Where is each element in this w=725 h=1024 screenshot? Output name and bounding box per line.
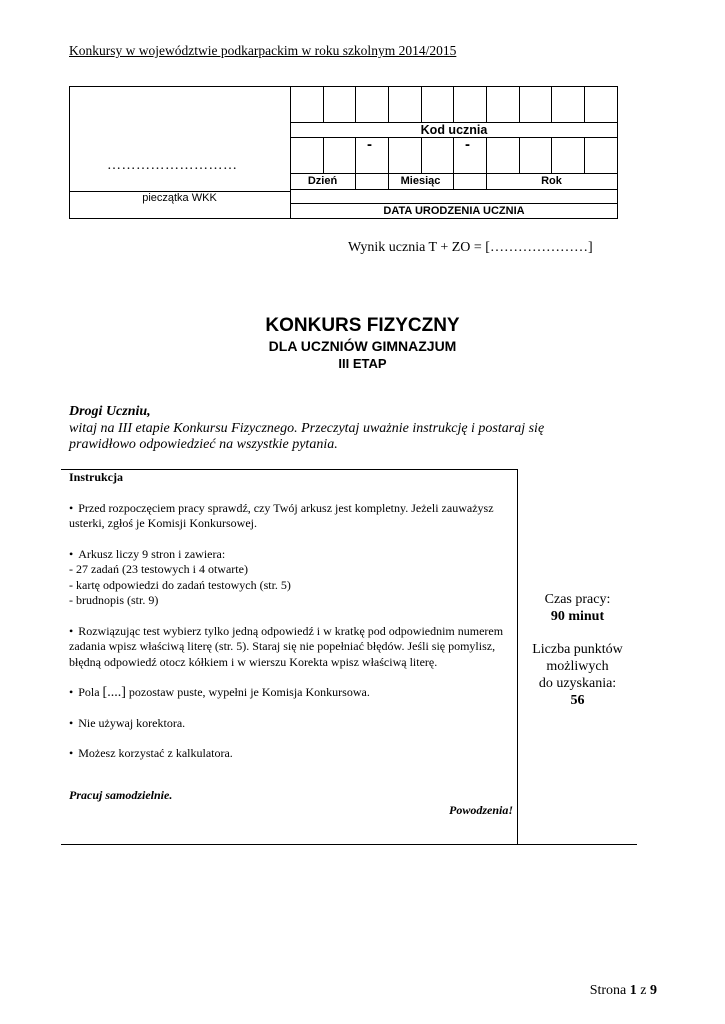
date-dash-2: -: [465, 136, 470, 153]
greeting-line-2: prawidłowo odpowiedzieć na wszystkie pytania.: [69, 437, 338, 452]
contest-title: KONKURS FIZYCZNY: [265, 315, 460, 336]
instruction-item-6: • Możesz korzystać z kalkulatora.: [69, 746, 513, 762]
exam-info-panel: [518, 591, 637, 709]
work-alone-note: Pracuj samodzielnie.: [69, 787, 173, 802]
instructions-heading: Instrukcja: [69, 470, 124, 484]
student-result-line: Wynik ucznia T + ZO = […………………]: [348, 240, 593, 255]
month-label: Miesiąc: [400, 175, 441, 187]
page-footer: Strona 1 z 9: [589, 983, 657, 998]
points-line-1: Liczba punktów: [532, 642, 623, 657]
instruction-item-3: • Rozwiązując test wybierz tylko jedną odpowiedź i w kratkę pod odpowiednim numerem zadania wpisz właściwą literę (str. 5). Staraj się nie popełniać błędów. Jeśli się pomylisz, błędną odpowiedź otocz kółkiem i w wierszu Korekta wpisz właściwą literę.: [69, 624, 513, 671]
good-luck-note: Powodzenia!: [448, 803, 513, 817]
total-pages: 9: [650, 983, 657, 998]
greeting-block: [69, 404, 589, 454]
greeting-line-1: witaj na III etapie Konkursu Fizycznego. Przeczytaj uważnie instrukcję i postaraj się: [69, 420, 545, 436]
instruction-item-2-sub-1: - 27 zadań (23 testowych i 4 otwarte): [69, 562, 248, 576]
instruction-item-5: • Nie używaj korektora.: [69, 716, 513, 732]
contest-subtitle: DLA UCZNIÓW GIMNAZJUM: [268, 338, 457, 354]
birth-date-label: DATA URODZENIA UCZNIA: [383, 205, 525, 217]
instruction-item-2: • Arkusz liczy 9 stron i zawiera:: [69, 547, 513, 563]
current-page: 1: [629, 983, 637, 998]
greeting-heading: Drogi Uczniu,: [69, 404, 151, 419]
instructions-bottom-rule: [61, 844, 637, 845]
instructions-panel: [69, 470, 513, 819]
student-code-label: Kod ucznia: [420, 123, 488, 137]
instruction-item-4: • Pola [....] pozostaw puste, wypełni je Komisja Konkursowa.: [69, 685, 513, 701]
time-label: Czas pracy:: [544, 592, 611, 607]
day-label: Dzień: [307, 175, 338, 187]
contest-header: Konkursy w województwie podkarpackim w roku szkolnym 2014/2015: [69, 43, 457, 58]
points-line-3: do uzyskania:: [538, 676, 617, 691]
date-dash-1: -: [367, 136, 372, 153]
stamp-label: pieczątka WKK: [142, 192, 217, 204]
instruction-item-2-sub-3: - brudnopis (str. 9): [69, 593, 159, 607]
contest-stage: III ETAP: [338, 356, 387, 371]
time-value: 90 minut: [550, 609, 605, 624]
student-info-table: [69, 86, 618, 219]
instruction-item-2-sub-2: - kartę odpowiedzi do zadań testowych (str. 5): [69, 577, 291, 592]
points-value: 56: [570, 693, 585, 708]
score-field-bracket: [....]: [102, 685, 126, 700]
points-line-2: możliwych: [546, 659, 609, 674]
year-label: Rok: [541, 175, 562, 187]
instruction-item-1: • Przed rozpoczęciem pracy sprawdź, czy Twój arkusz jest kompletny. Jeżeli zauważysz usterki, zgłoś je Komisji Konkursowej.: [69, 501, 513, 532]
stamp-dots: ………………………: [107, 158, 238, 173]
